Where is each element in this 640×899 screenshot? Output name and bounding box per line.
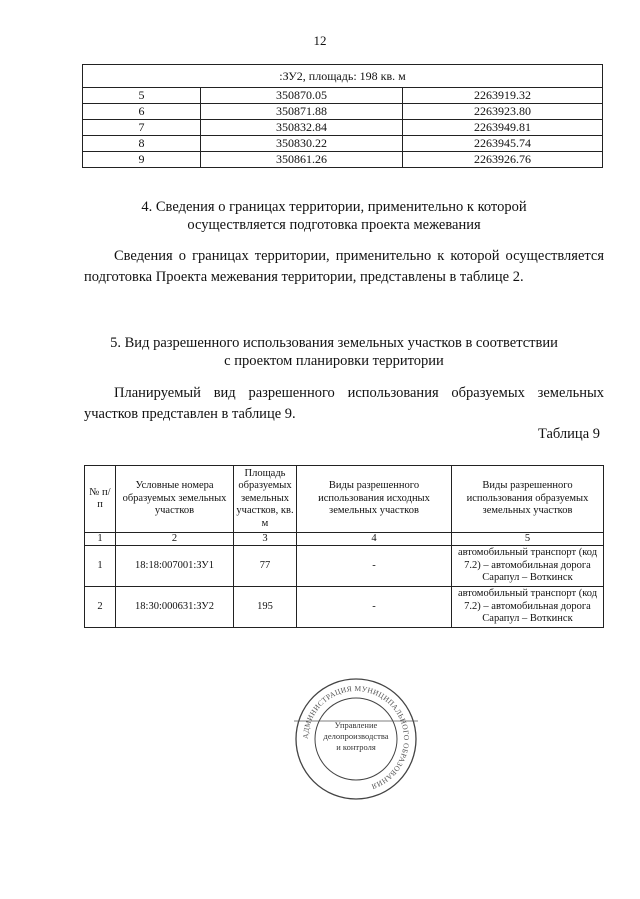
- point-number: 7: [83, 120, 201, 136]
- planned-use-type: автомобильный транспорт (код 7.2) – автомобильная дорога Сарапул – Воткинск: [452, 587, 604, 628]
- coord-x: 350861.26: [201, 152, 403, 168]
- parcel-area: 195: [234, 587, 297, 628]
- table-row: [83, 136, 603, 152]
- point-number: 9: [83, 152, 201, 168]
- coord-y: 2263926.76: [403, 152, 603, 168]
- coordinates-table: [82, 64, 603, 168]
- section-5-heading: [60, 334, 608, 370]
- table-row: [83, 88, 603, 104]
- point-number: 6: [83, 104, 201, 120]
- table-header-row: [85, 466, 604, 533]
- column-number: 4: [297, 533, 452, 546]
- stamp-text-line: и контроля: [336, 742, 376, 752]
- coord-y: 2263945.74: [403, 136, 603, 152]
- table-row: [83, 120, 603, 136]
- coord-x: 350832.84: [201, 120, 403, 136]
- column-number: 3: [234, 533, 297, 546]
- column-header: № п/п: [85, 466, 116, 533]
- column-number: 5: [452, 533, 604, 546]
- stamp-text-line: Управление: [334, 720, 378, 730]
- column-header: Виды разрешенного использования образуемых земельных участков: [452, 466, 604, 533]
- parcel-number: 18:18:007001:ЗУ1: [116, 546, 234, 587]
- point-number: 5: [83, 88, 201, 104]
- coord-y: 2263923.80: [403, 104, 603, 120]
- section-4-heading-line: 4. Сведения о границах территории, применительно к которой: [141, 199, 527, 215]
- coord-y: 2263919.32: [403, 88, 603, 104]
- column-header: Площадь образуемых земельных участков, кв. м: [234, 466, 297, 533]
- coord-x: 350870.05: [201, 88, 403, 104]
- source-use-type: -: [297, 587, 452, 628]
- section-5-heading-line: с проектом планировки территории: [224, 353, 444, 369]
- column-header: Условные номера образуемых земельных участков: [116, 466, 234, 533]
- section-4-heading-line: осуществляется подготовка проекта межевания: [187, 217, 481, 233]
- planned-use-type: автомобильный транспорт (код 7.2) – автомобильная дорога Сарапул – Воткинск: [452, 546, 604, 587]
- point-number: 8: [83, 136, 201, 152]
- table-9: [84, 465, 604, 628]
- page-number: 12: [313, 33, 327, 48]
- coord-x: 350871.88: [201, 104, 403, 120]
- coordinates-table-caption: :ЗУ2, площадь: 198 кв. м: [83, 65, 603, 88]
- row-number: 2: [85, 587, 116, 628]
- section-4-heading: [60, 198, 608, 234]
- stamp-text-line: делопроизводства: [323, 731, 389, 741]
- column-number: 2: [116, 533, 234, 546]
- table-row: [83, 152, 603, 168]
- table-9-caption: Таблица 9: [537, 426, 600, 442]
- stamp-ring-text: АДМИНИСТРАЦИЯ МУНИЦИПАЛЬНОГО ОБРАЗОВАНИЯ: [300, 683, 412, 792]
- section-5-paragraph: Планируемый вид разрешенного использования образуемых земельных участков представлен в таблице 9.: [84, 385, 604, 422]
- coord-x: 350830.22: [201, 136, 403, 152]
- table-row: [83, 104, 603, 120]
- section-4-paragraph: Сведения о границах территории, применительно к которой осуществляется подготовка Проекта межевания территории, представлены в таблице 2.: [84, 248, 604, 285]
- table-row: [85, 587, 604, 628]
- parcel-area: 77: [234, 546, 297, 587]
- column-number: 1: [85, 533, 116, 546]
- row-number: 1: [85, 546, 116, 587]
- official-stamp: [294, 677, 418, 801]
- column-numbers-row: [85, 533, 604, 546]
- column-header: Виды разрешенного использования исходных земельных участков: [297, 466, 452, 533]
- coord-y: 2263949.81: [403, 120, 603, 136]
- section-5-heading-line: 5. Вид разрешенного использования земельных участков в соответствии: [110, 335, 558, 351]
- parcel-number: 18:30:000631:ЗУ2: [116, 587, 234, 628]
- source-use-type: -: [297, 546, 452, 587]
- table-row: [85, 546, 604, 587]
